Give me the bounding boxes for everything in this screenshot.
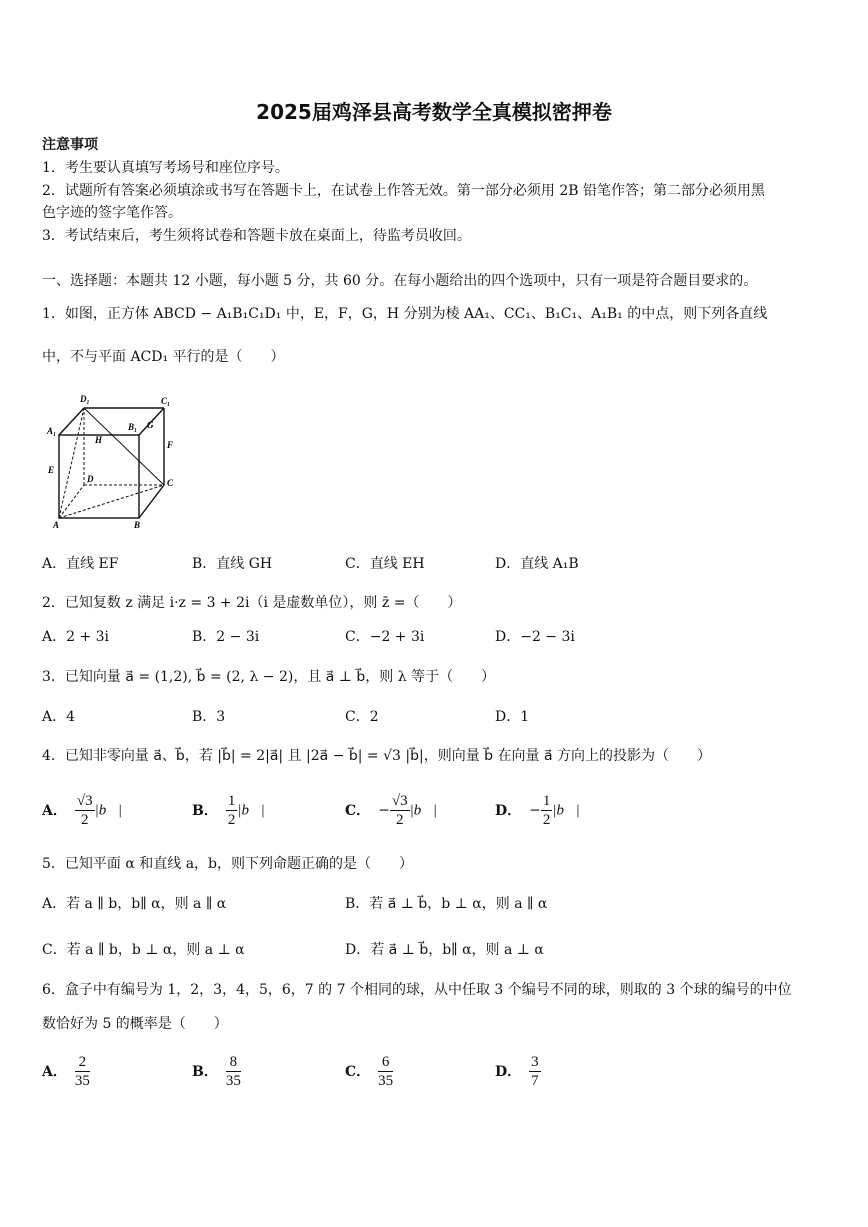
vertex-label: E [48, 465, 55, 475]
option-label: C． [345, 802, 371, 819]
notice-item: 2．试题所有答案必须填涂或书写在答题卡上，在试卷上作答无效。第一部分必须用 2B 铅笔作答；第二部分必须用黑 [42, 183, 765, 199]
fraction-denominator: 7 [531, 1073, 539, 1089]
notice-item: 1．考生要认真填写考场号和座位序号。 [42, 160, 289, 176]
q1-option-b[interactable]: B．直线 GH [192, 556, 273, 572]
option-tail: |b⃗| [237, 802, 265, 819]
q1-option-d[interactable]: D．直线 A₁B [495, 556, 579, 572]
fraction-numerator: 2 [75, 1053, 90, 1072]
vertex-label: B₁ [128, 422, 138, 432]
option-sign: − [529, 802, 541, 819]
q6-option-d[interactable] [495, 1053, 541, 1090]
fraction [226, 792, 238, 829]
q3-option-b[interactable]: B．3 [192, 709, 226, 725]
vertex-label: D₁ [80, 394, 90, 404]
notice-item: 色字迹的签字笔作答。 [42, 205, 182, 221]
fraction-numerator: 1 [227, 793, 236, 809]
q5-stem: 5．已知平面 α 和直线 a，b，则下列命题正确的是（ ） [42, 856, 414, 872]
q3-stem: 3．已知向量 a⃗ = (1,2), b⃗ = (2, λ − 2)，且 a⃗ ⊥ b⃗，则 λ 等于（ ） [42, 669, 496, 685]
vertex-label: C [167, 478, 174, 488]
vertex-label: F [167, 440, 174, 450]
option-tail: |b⃗| [409, 802, 438, 819]
vertex-label: A [53, 520, 60, 530]
q3-option-c[interactable]: C．2 [345, 709, 379, 725]
option-tail: |b⃗| [94, 802, 123, 819]
option-label: A． [42, 802, 67, 819]
section-heading: 一、选择题：本题共 12 小题，每小题 5 分，共 60 分。在每小题给出的四个选项中，只有一项是符合题目要求的。 [42, 273, 758, 289]
fraction-denominator: 2 [80, 812, 89, 828]
q3-option-a[interactable]: A．4 [42, 709, 76, 725]
option-tail: |b⃗| [552, 802, 580, 819]
q6-option-b[interactable] [192, 1053, 241, 1090]
q4-option-a[interactable] [42, 792, 122, 829]
fraction [378, 1053, 393, 1090]
vertex-label: B [134, 520, 141, 530]
q6-stem-line1: 6．盒子中有编号为 1，2，3，4，5，6，7 的 7 个相同的球，从中任取 3 个编号不同的球，则取的 3 个球的编号的中位 [42, 982, 792, 998]
q4-option-b[interactable] [192, 792, 265, 829]
q2-stem: 2．已知复数 z 满足 i·z = 3 + 2i（i 是虚数单位），则 z̄ =（ ） [42, 595, 462, 611]
q1-stem-line2: 中，不与平面 ACD₁ 平行的是（ ） [42, 349, 285, 365]
fraction-denominator: 2 [542, 812, 551, 828]
q5-option-b[interactable]: B．若 a⃗ ⊥ b⃗，b ⊥ α，则 a ∥ α [345, 896, 548, 912]
fraction [226, 1053, 241, 1090]
q4-stem: 4．已知非零向量 a⃗、b⃗，若 |b⃗| = 2|a⃗| 且 |2a⃗ − b⃗| = √3 |b⃗|，则向量 b⃗ 在向量 a⃗ 方向上的投影为（ ） [42, 748, 711, 764]
fraction [390, 792, 410, 829]
option-label: B． [192, 802, 218, 819]
fraction-numerator: √3 [76, 793, 93, 809]
q3-option-d[interactable]: D．1 [495, 709, 530, 725]
q5-option-c[interactable]: C．若 a ∥ b，b ⊥ α，则 a ⊥ α [42, 942, 245, 958]
q5-option-d[interactable]: D．若 a⃗ ⊥ b⃗，b∥ α，则 a ⊥ α [345, 942, 544, 958]
q6-option-c[interactable] [345, 1053, 393, 1090]
fraction-denominator: 35 [74, 1073, 90, 1089]
fraction-numerator: 8 [226, 1053, 241, 1072]
vertex-label: D [87, 474, 94, 484]
fraction-denominator: 2 [396, 812, 404, 828]
q4-option-c[interactable] [345, 792, 437, 829]
cube-figure [44, 390, 184, 530]
q2-option-b[interactable]: B．2 − 3i [192, 629, 260, 645]
notice-item: 3．考试结束后，考生须将试卷和答题卡放在桌面上，待监考员收回。 [42, 228, 471, 244]
fraction-numerator: 1 [542, 793, 551, 809]
fraction-denominator: 2 [227, 812, 236, 828]
fraction-numerator: 6 [378, 1053, 393, 1072]
fraction [529, 1053, 541, 1090]
q6-stem-line2: 数恰好为 5 的概率是（ ） [42, 1016, 228, 1032]
q1-option-c[interactable]: C．直线 EH [345, 556, 425, 572]
q2-option-c[interactable]: C．−2 + 3i [345, 629, 425, 645]
q2-option-d[interactable]: D．−2 − 3i [495, 629, 575, 645]
vertex-label: A₁ [47, 426, 57, 436]
option-label: B． [192, 1063, 218, 1080]
fraction [541, 792, 553, 829]
option-sign: − [378, 802, 390, 819]
fraction-numerator: 3 [531, 1054, 539, 1070]
option-label: C． [345, 1063, 371, 1080]
page-title: 2025届鸡泽县高考数学全真模拟密押卷 [256, 100, 612, 124]
fraction [75, 1053, 90, 1090]
q4-option-d[interactable] [495, 792, 580, 829]
q5-option-a[interactable]: A．若 a ∥ b，b∥ α，则 a ∥ α [42, 896, 227, 912]
q1-stem-line1: 1．如图，正方体 ABCD − A₁B₁C₁D₁ 中，E，F，G，H 分别为棱 AA₁、CC₁、B₁C₁、A₁B₁ 的中点，则下列各直线 [42, 306, 768, 322]
notice-heading: 注意事项 [42, 137, 98, 153]
fraction-denominator: 35 [225, 1073, 241, 1089]
option-label: D． [495, 1063, 522, 1080]
fraction-denominator: 35 [378, 1073, 394, 1089]
vertex-label: C₁ [161, 396, 171, 406]
vertex-label: H [95, 435, 103, 445]
q1-option-a[interactable]: A．直线 EF [42, 556, 119, 572]
option-label: A． [42, 1063, 67, 1080]
q2-option-a[interactable]: A．2 + 3i [42, 629, 110, 645]
fraction-numerator: √3 [391, 793, 408, 809]
option-label: D． [495, 802, 522, 819]
vertex-label: G [147, 420, 154, 430]
q6-option-a[interactable] [42, 1053, 90, 1090]
fraction [75, 792, 95, 829]
